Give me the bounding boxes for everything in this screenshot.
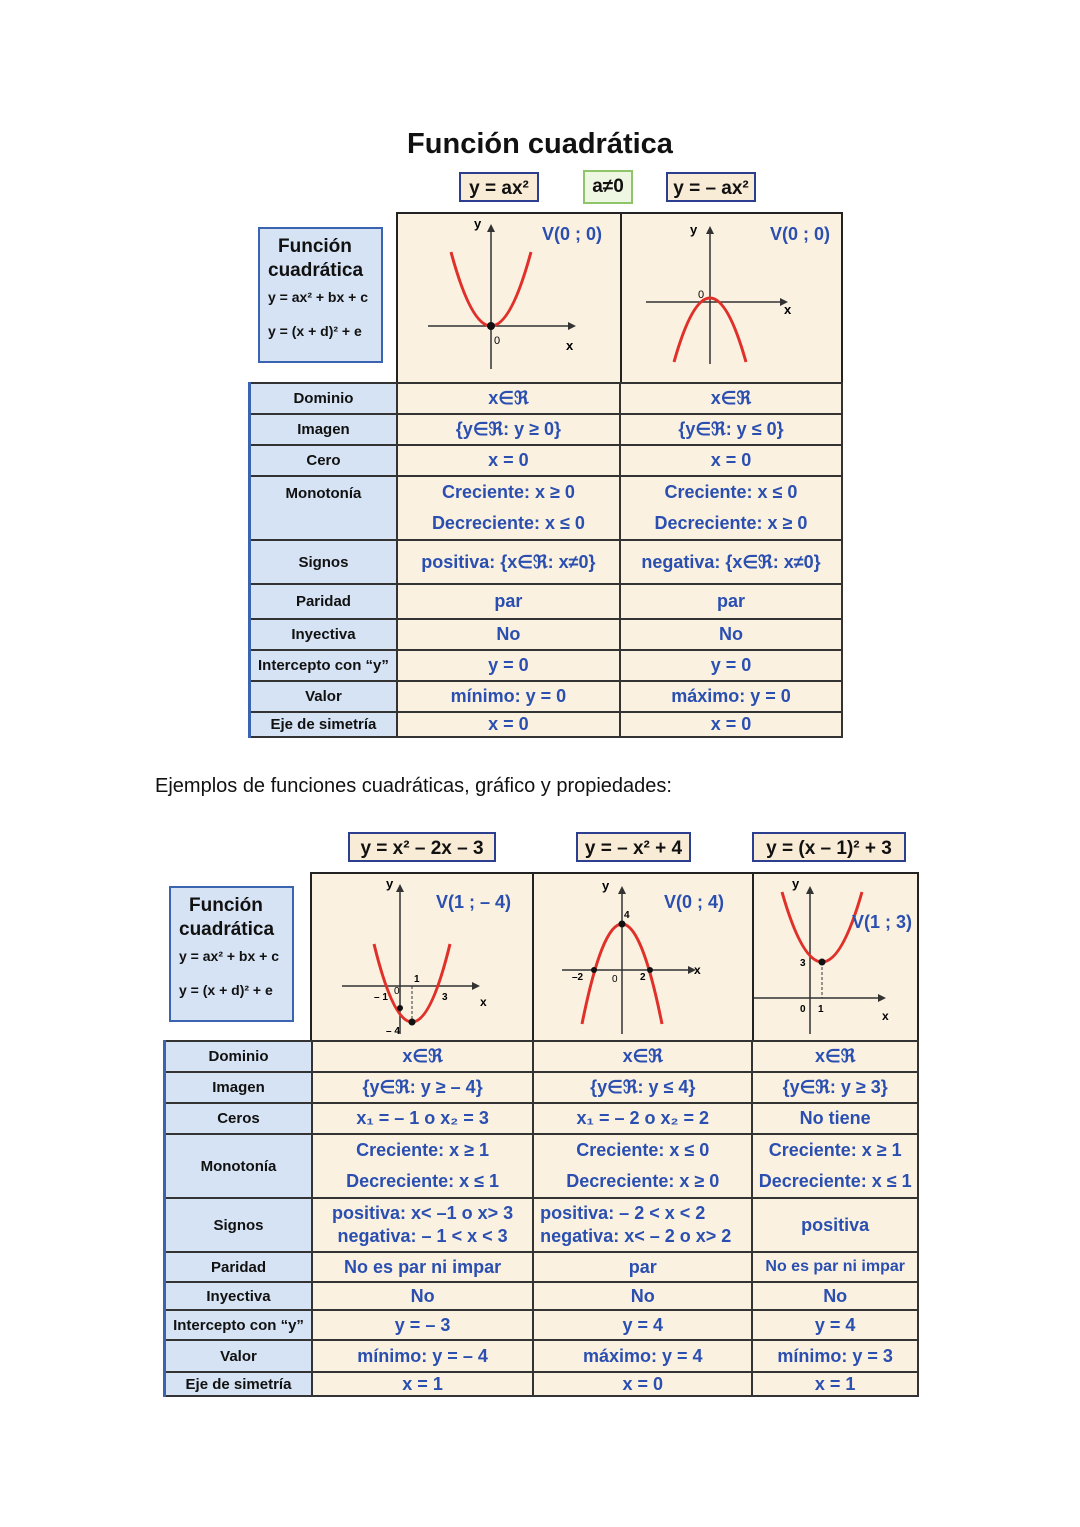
table-row xyxy=(250,476,843,540)
table-row xyxy=(250,681,843,712)
cell-paridad-right: par xyxy=(620,584,842,619)
tick-label: 4 xyxy=(624,910,630,921)
cell-dominio-3: x∈ℜ xyxy=(752,1041,918,1072)
table-row xyxy=(165,1282,919,1310)
row-label-cero: Cero xyxy=(250,445,397,476)
table-row xyxy=(250,712,843,737)
page-title: Función cuadrática xyxy=(407,128,673,160)
table-row xyxy=(250,445,843,476)
vertex-label: V(0 ; 0) xyxy=(770,224,831,244)
tick-label: – 1 xyxy=(374,992,388,1003)
cell-eje-1: x = 1 xyxy=(312,1372,533,1396)
formula-example-1: y = x² – 2x – 3 xyxy=(348,832,496,862)
row-label-inyectiva: Inyectiva xyxy=(250,619,397,650)
tick-label: – 4 xyxy=(386,1026,400,1037)
vertex-label: V(0 ; 0) xyxy=(542,224,603,244)
row-label-paridad: Paridad xyxy=(165,1252,312,1282)
tick-label: 3 xyxy=(442,992,448,1003)
row-label-monotonia: Monotonía xyxy=(165,1134,312,1198)
table-row xyxy=(250,650,843,681)
vertex-label: V(1 ; 3) xyxy=(852,912,913,932)
vertex-label: V(0 ; 4) xyxy=(664,892,725,912)
definition-name-line1: Función xyxy=(189,895,263,916)
row-label-intercepto: Intercepto con “y” xyxy=(250,650,397,681)
graph-cell-example-1 xyxy=(310,872,534,1042)
row-label-inyectiva: Inyectiva xyxy=(165,1282,312,1310)
row-label-signos: Signos xyxy=(250,540,397,584)
cell-eje-3: x = 1 xyxy=(752,1372,918,1396)
table-row xyxy=(165,1372,919,1396)
cell-valor-2: máximo: y = 4 xyxy=(533,1340,752,1372)
decreciente-1: Decreciente: x ≤ 1 xyxy=(346,1171,500,1191)
row-label-imagen: Imagen xyxy=(165,1072,312,1103)
creciente-right: Creciente: x ≤ 0 xyxy=(664,482,798,502)
table-row xyxy=(165,1310,919,1340)
cell-ceros-2: x₁ = – 2 o x₂ = 2 xyxy=(533,1103,752,1134)
cell-monotonia-2 xyxy=(533,1134,752,1198)
row-label-intercepto: Intercepto con “y” xyxy=(165,1310,312,1340)
row-label-monotonia: Monotonía xyxy=(250,476,397,540)
graph-cell-example-3 xyxy=(752,872,919,1042)
row-label-dominio: Dominio xyxy=(165,1041,312,1072)
cell-signos-3: positiva xyxy=(752,1198,918,1252)
table-row xyxy=(165,1340,919,1372)
table-row xyxy=(250,540,843,584)
decreciente-right: Decreciente: x ≥ 0 xyxy=(654,513,808,533)
cell-ceros-1: x₁ = – 1 o x₂ = 3 xyxy=(312,1103,533,1134)
axis-x-label: x xyxy=(566,338,574,353)
cell-cero-right: x = 0 xyxy=(620,445,842,476)
cell-signos-right: negativa: {x∈ℜ: x≠0} xyxy=(620,540,842,584)
formula-example-3: y = (x – 1)² + 3 xyxy=(752,832,906,862)
graph-example-1 xyxy=(312,874,532,1040)
cell-inyectiva-1: No xyxy=(312,1282,533,1310)
vertex-label: V(1 ; – 4) xyxy=(436,892,512,912)
cell-dominio-1: x∈ℜ xyxy=(312,1041,533,1072)
origin-label: 0 xyxy=(494,335,501,347)
row-label-signos: Signos xyxy=(165,1198,312,1252)
cell-imagen-2: {y∈ℜ: y ≤ 4} xyxy=(533,1072,752,1103)
formula-y-ax2: y = ax² xyxy=(459,172,539,202)
properties-table-bottom xyxy=(163,1040,919,1397)
axis-y-label: y xyxy=(602,878,610,893)
graph-cell-example-2 xyxy=(532,872,754,1042)
definition-form2: y = (x + d)² + e xyxy=(268,323,362,339)
cell-valor-right: máximo: y = 0 xyxy=(620,681,842,712)
signos-positiva-1: positiva: x< –1 o x> 3 xyxy=(332,1203,514,1223)
cell-paridad-2: par xyxy=(533,1252,752,1282)
cell-imagen-left: {y∈ℜ: y ≥ 0} xyxy=(397,414,620,445)
cell-inyectiva-2: No xyxy=(533,1282,752,1310)
creciente-3: Creciente: x ≥ 1 xyxy=(768,1140,902,1160)
decreciente-left: Decreciente: x ≤ 0 xyxy=(431,513,585,533)
cell-paridad-left: par xyxy=(397,584,620,619)
cell-intercepto-1: y = – 3 xyxy=(312,1310,533,1340)
tick-label: 0 xyxy=(612,974,618,985)
table-row xyxy=(250,383,843,414)
row-label-valor: Valor xyxy=(250,681,397,712)
cell-monotonia-1 xyxy=(312,1134,533,1198)
cell-paridad-3: No es par ni impar xyxy=(752,1252,918,1282)
axis-x-label: x xyxy=(480,995,487,1009)
formula-example-2: y = – x² + 4 xyxy=(576,832,691,862)
definition-name-line2: cuadrática xyxy=(268,260,364,281)
tick-label: 2 xyxy=(640,972,646,983)
cell-imagen-right: {y∈ℜ: y ≤ 0} xyxy=(620,414,842,445)
cell-intercepto-3: y = 4 xyxy=(752,1310,918,1340)
cell-imagen-3: {y∈ℜ: y ≥ 3} xyxy=(752,1072,918,1103)
table-row xyxy=(165,1134,919,1198)
creciente-1: Creciente: x ≥ 1 xyxy=(356,1140,490,1160)
graph-example-2 xyxy=(534,874,752,1040)
cell-eje-right: x = 0 xyxy=(620,712,842,737)
cell-intercepto-left: y = 0 xyxy=(397,650,620,681)
cell-inyectiva-left: No xyxy=(397,619,620,650)
cell-ceros-3: No tiene xyxy=(752,1103,918,1134)
table-row xyxy=(165,1072,919,1103)
table-row xyxy=(165,1198,919,1252)
signos-positiva-2: positiva: – 2 < x < 2 xyxy=(540,1203,706,1223)
row-label-paridad: Paridad xyxy=(250,584,397,619)
axis-y-label: y xyxy=(792,876,800,891)
properties-table-top xyxy=(248,382,843,738)
cell-dominio-right: x∈ℜ xyxy=(620,383,842,414)
cell-valor-left: mínimo: y = 0 xyxy=(397,681,620,712)
axis-x-label: x xyxy=(882,1009,889,1023)
tick-label: 0 xyxy=(800,1004,806,1015)
creciente-left: Creciente: x ≥ 0 xyxy=(441,482,575,502)
table-row xyxy=(165,1103,919,1134)
definition-box-bottom xyxy=(169,886,294,1022)
axis-x-label: x xyxy=(784,302,792,317)
table-row xyxy=(250,619,843,650)
origin-label: 0 xyxy=(698,289,705,301)
cell-signos-1 xyxy=(312,1198,533,1252)
condition-a-nonzero: a≠0 xyxy=(583,170,633,204)
table-row xyxy=(250,584,843,619)
cell-inyectiva-3: No xyxy=(752,1282,918,1310)
cell-monotonia-left xyxy=(397,476,620,540)
row-label-valor: Valor xyxy=(165,1340,312,1372)
table-row xyxy=(165,1252,919,1282)
definition-box xyxy=(258,227,383,363)
cell-intercepto-2: y = 4 xyxy=(533,1310,752,1340)
definition-name-line1: Función xyxy=(278,236,352,257)
definition-name-line2: cuadrática xyxy=(179,919,275,940)
cell-monotonia-3 xyxy=(752,1134,918,1198)
cell-eje-2: x = 0 xyxy=(533,1372,752,1396)
axis-y-label: y xyxy=(474,216,482,231)
definition-form2: y = (x + d)² + e xyxy=(179,982,273,998)
axis-y-label: y xyxy=(690,222,698,237)
creciente-2: Creciente: x ≤ 0 xyxy=(576,1140,710,1160)
cell-paridad-1: No es par ni impar xyxy=(312,1252,533,1282)
cell-valor-1: mínimo: y = – 4 xyxy=(312,1340,533,1372)
cell-eje-left: x = 0 xyxy=(397,712,620,737)
graph-parabola-down xyxy=(622,214,841,382)
row-label-imagen: Imagen xyxy=(250,414,397,445)
table-row xyxy=(250,414,843,445)
row-label-eje: Eje de simetría xyxy=(165,1372,312,1396)
tick-label: –2 xyxy=(572,972,584,983)
cell-monotonia-right xyxy=(620,476,842,540)
tick-label: 3 xyxy=(800,958,806,969)
axis-y-label: y xyxy=(386,876,394,891)
cell-signos-2 xyxy=(533,1198,752,1252)
decreciente-2: Decreciente: x ≥ 0 xyxy=(566,1171,720,1191)
cell-valor-3: mínimo: y = 3 xyxy=(752,1340,918,1372)
cell-intercepto-right: y = 0 xyxy=(620,650,842,681)
decreciente-3: Decreciente: x ≤ 1 xyxy=(758,1171,912,1191)
tick-label: 0 xyxy=(394,986,400,997)
row-label-ceros: Ceros xyxy=(165,1103,312,1134)
examples-heading: Ejemplos de funciones cuadráticas, gráfico y propiedades: xyxy=(155,775,672,797)
cell-inyectiva-right: No xyxy=(620,619,842,650)
tick-label: 1 xyxy=(818,1004,824,1015)
cell-cero-left: x = 0 xyxy=(397,445,620,476)
cell-dominio-left: x∈ℜ xyxy=(397,383,620,414)
graph-cell-ax2 xyxy=(396,212,622,384)
graph-cell-neg-ax2 xyxy=(620,212,843,384)
signos-negativa-2: negativa: x< – 2 o x> 2 xyxy=(540,1226,732,1246)
cell-signos-left: positiva: {x∈ℜ: x≠0} xyxy=(397,540,620,584)
cell-dominio-2: x∈ℜ xyxy=(533,1041,752,1072)
formula-y-neg-ax2: y = – ax² xyxy=(666,172,756,202)
definition-form1: y = ax² + bx + c xyxy=(268,289,369,305)
signos-negativa-1: negativa: – 1 < x < 3 xyxy=(337,1226,508,1246)
definition-form1: y = ax² + bx + c xyxy=(179,948,280,964)
row-label-dominio: Dominio xyxy=(250,383,397,414)
graph-example-3 xyxy=(754,874,917,1040)
row-label-eje: Eje de simetría xyxy=(250,712,397,737)
tick-label: 1 xyxy=(414,974,420,985)
axis-x-label: x xyxy=(694,963,701,977)
graph-parabola-up xyxy=(398,214,620,382)
table-row xyxy=(165,1041,919,1072)
cell-imagen-1: {y∈ℜ: y ≥ – 4} xyxy=(312,1072,533,1103)
